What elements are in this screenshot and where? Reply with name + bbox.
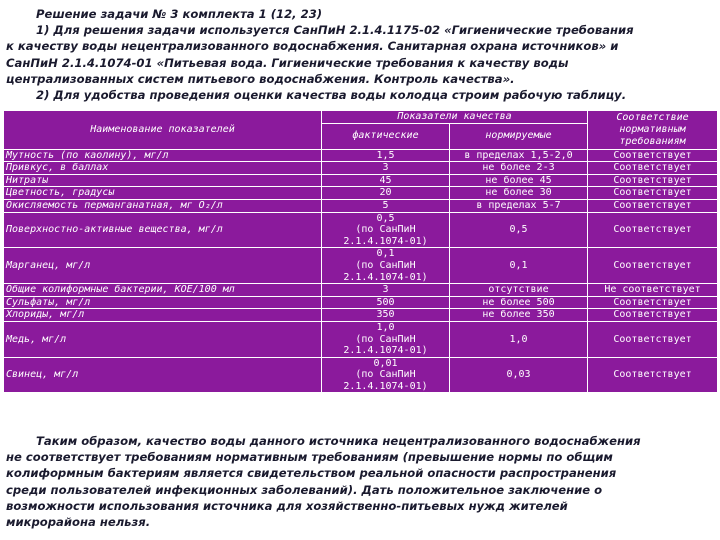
header-quality-group: Показатели качества <box>322 111 588 124</box>
table-row <box>4 212 718 248</box>
norm-value: не более 45 <box>450 174 588 187</box>
header-compliance-line: требованиям <box>619 135 686 147</box>
actual-value-line: 350 <box>376 309 395 321</box>
header-compliance-line: нормативным <box>619 124 686 135</box>
compliance-status: Соответствует <box>588 309 718 322</box>
intro-block <box>6 6 712 103</box>
compliance-status: Соответствует <box>588 149 718 162</box>
table-row <box>4 357 718 393</box>
norm-value: 0,1 <box>450 248 588 284</box>
actual-value <box>322 357 450 393</box>
table-row <box>4 321 718 357</box>
actual-value <box>322 309 450 322</box>
table-row <box>4 248 718 284</box>
actual-value <box>322 212 450 248</box>
norm-value: не более 350 <box>450 309 588 322</box>
actual-value <box>322 199 450 212</box>
indicator-name: Медь, мг/л <box>4 321 322 357</box>
compliance-status: Соответствует <box>588 162 718 175</box>
table-row <box>4 199 718 212</box>
actual-value-line: 0,5 <box>376 212 395 224</box>
header-compliance <box>588 111 718 150</box>
table-row <box>4 309 718 322</box>
indicator-name: Сульфаты, мг/л <box>4 296 322 309</box>
actual-value-line: 2.1.4.1074-01) <box>343 345 428 357</box>
norm-value: отсутствие <box>450 284 588 297</box>
compliance-status: Соответствует <box>588 174 718 187</box>
norm-value: в пределах 1,5-2,0 <box>450 149 588 162</box>
compliance-status: Соответствует <box>588 187 718 200</box>
norm-value: не более 30 <box>450 187 588 200</box>
solution-heading: Решение задачи № 3 комплекта 1 (12, 23) <box>36 7 323 21</box>
norm-value: в пределах 5-7 <box>450 199 588 212</box>
compliance-status: Соответствует <box>588 321 718 357</box>
actual-value <box>322 248 450 284</box>
header-actual: фактические <box>322 123 450 149</box>
actual-value <box>322 174 450 187</box>
actual-value <box>322 284 450 297</box>
header-norm: нормируемые <box>450 123 588 149</box>
conclusion-block <box>6 433 716 530</box>
conclusion-line: микрорайона нельзя. <box>6 515 151 530</box>
actual-value-line: (по СанПиН <box>355 224 416 236</box>
quality-table-body <box>4 149 718 393</box>
actual-value-line: 3 <box>382 284 389 296</box>
actual-value-line: 1,5 <box>376 149 395 161</box>
actual-value <box>322 149 450 162</box>
actual-value-line: 2.1.4.1074-01) <box>343 271 428 283</box>
indicator-name: Привкус, в баллах <box>4 162 322 175</box>
actual-value <box>322 162 450 175</box>
indicator-name: Окисляемость перманганатная, мг О₂/л <box>4 199 322 212</box>
actual-value-line: 500 <box>376 296 395 308</box>
indicator-name: Марганец, мг/л <box>4 248 322 284</box>
actual-value <box>322 187 450 200</box>
table-row <box>4 296 718 309</box>
actual-value-line: (по СанПиН <box>355 369 416 381</box>
actual-value-line: 5 <box>382 199 389 211</box>
actual-value-line: 3 <box>382 162 389 174</box>
norm-value: не более 500 <box>450 296 588 309</box>
actual-value-line: 2.1.4.1074-01) <box>343 380 428 392</box>
indicator-name: Хлориды, мг/л <box>4 309 322 322</box>
actual-value-line: 45 <box>379 174 392 186</box>
actual-value-line: 2.1.4.1074-01) <box>343 235 428 247</box>
table-row <box>4 149 718 162</box>
compliance-status: Соответствует <box>588 199 718 212</box>
indicator-name: Общие колиформные бактерии, КОЕ/100 мл <box>4 284 322 297</box>
norm-value: не более 2-3 <box>450 162 588 175</box>
conclusion-line: среди пользователей инфекционных заболеваний). Дать положительное заключение о <box>6 482 603 497</box>
point1-line: СанПиН 2.1.4.1074-01 «Питьевая вода. Гигиенические требования к качеству воды <box>6 55 569 70</box>
norm-value: 0,5 <box>450 212 588 248</box>
indicator-name: Цветность, градусы <box>4 187 322 200</box>
indicator-name: Мутность (по каолину), мг/л <box>4 149 322 162</box>
compliance-status: Соответствует <box>588 248 718 284</box>
point1-line: 1) Для решения задачи используется СанПиН 2.1.4.1175-02 «Гигиенические требования <box>36 23 634 38</box>
indicator-name: Свинец, мг/л <box>4 357 322 393</box>
compliance-status: Не соответствует <box>588 284 718 297</box>
table-row <box>4 284 718 297</box>
actual-value <box>322 296 450 309</box>
actual-value-line: (по СанПиН <box>355 333 416 345</box>
table-row <box>4 187 718 200</box>
point1-line: к качеству воды нецентрализованного водоснабжения. Санитарная охрана источников» и <box>6 39 619 54</box>
indicator-name: Нитраты <box>4 174 322 187</box>
header-compliance-line: Соответствие <box>616 112 689 124</box>
norm-value: 0,03 <box>450 357 588 393</box>
table-row <box>4 162 718 175</box>
conclusion-line: Таким образом, качество воды данного источника нецентрализованного водоснабжения <box>36 434 641 448</box>
point2-text: 2) Для удобства проведения оценки качества воды колодца строим рабочую таблицу. <box>36 88 627 103</box>
actual-value <box>322 321 450 357</box>
actual-value-line: 0,1 <box>376 248 395 260</box>
compliance-status: Соответствует <box>588 357 718 393</box>
quality-table <box>3 110 718 393</box>
compliance-status: Соответствует <box>588 296 718 309</box>
table-row <box>4 174 718 187</box>
actual-value-line: 20 <box>379 187 392 199</box>
conclusion-line: возможности использования источника для хозяйственно-питьевых нужд жителей <box>6 498 568 513</box>
actual-value-line: (по СанПиН <box>355 259 416 271</box>
compliance-status: Соответствует <box>588 212 718 248</box>
indicator-name: Поверхностно-активные вещества, мг/л <box>4 212 322 248</box>
point1-line: централизованных систем питьевого водоснабжения. Контроль качества». <box>6 71 515 86</box>
actual-value-line: 0,01 <box>373 357 398 369</box>
header-indicator-name: Наименование показателей <box>4 111 322 150</box>
conclusion-line: не соответствует требованиям нормативным требованиям (превышение нормы по общим <box>6 450 613 465</box>
conclusion-line: колиформным бактериям является свидетельством реальной опасности распространения <box>6 466 617 481</box>
actual-value-line: 1,0 <box>376 321 395 333</box>
norm-value: 1,0 <box>450 321 588 357</box>
